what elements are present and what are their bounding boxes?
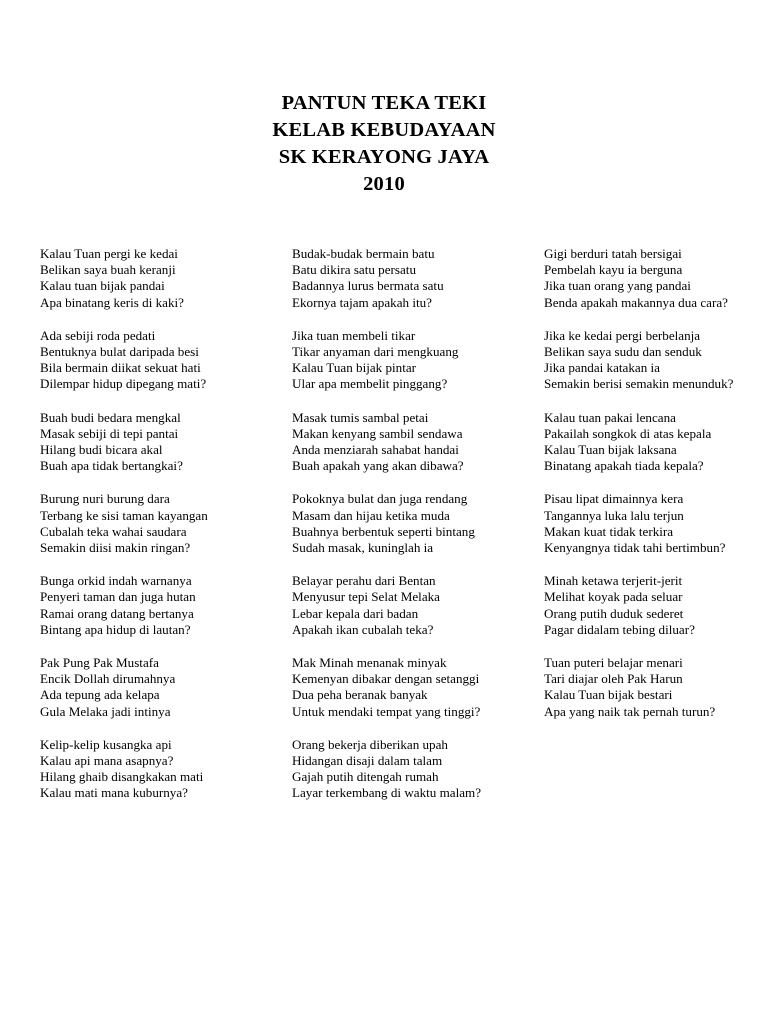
pantun-line: Bintang apa hidup di lautan?	[40, 621, 191, 637]
pantun-line: Tuan puteri belajar menari	[544, 655, 683, 671]
pantun-line: Apa binatang keris di kaki?	[40, 294, 184, 310]
pantun-stanza	[292, 328, 481, 393]
pantun-stanza	[544, 573, 733, 638]
title-line: SK KERAYONG JAYA	[278, 146, 490, 168]
pantun-line: Makan kuat tidak terkira	[544, 523, 674, 539]
pantun-column-3	[544, 246, 733, 737]
title-year: 2010	[363, 173, 405, 195]
pantun-line: Gajah putih ditengah rumah	[292, 769, 439, 785]
pantun-stanza	[40, 655, 208, 720]
pantun-line: Kalau tuan bijak pandai	[40, 278, 165, 294]
pantun-line: Jika tuan orang yang pandai	[544, 278, 691, 294]
pantun-line: Badannya lurus bermata satu	[292, 278, 444, 294]
pantun-line: Penyeri taman dan juga hutan	[40, 589, 196, 605]
pantun-line: Jika ke kedai pergi berbelanja	[544, 327, 701, 343]
document-title	[0, 90, 768, 198]
pantun-line: Masak tumis sambal petai	[292, 409, 429, 425]
pantun-line: Melihat koyak pada seluar	[544, 589, 683, 605]
pantun-line: Belayar perahu dari Bentan	[292, 573, 436, 589]
pantun-stanza	[292, 655, 481, 720]
pantun-line: Bentuknya bulat daripada besi	[40, 344, 199, 360]
pantun-line: Terbang ke sisi taman kayangan	[40, 507, 208, 523]
pantun-stanza	[292, 737, 481, 802]
pantun-line: Kemenyan dibakar dengan setanggi	[292, 671, 480, 687]
title-line: PANTUN TEKA TEKI	[281, 92, 487, 114]
pantun-column-1	[40, 246, 208, 819]
pantun-stanza	[292, 573, 481, 638]
pantun-line: Kelip-kelip kusangka api	[40, 736, 172, 752]
pantun-stanza	[544, 410, 733, 475]
pantun-line: Semakin berisi semakin menunduk?	[544, 376, 734, 392]
pantun-line: Kalau tuan pakai lencana	[544, 409, 676, 425]
pantun-line: Anda menziarah sahabat handai	[292, 442, 459, 458]
pantun-line: Bunga orkid indah warnanya	[40, 573, 192, 589]
pantun-line: Jika tuan membeli tikar	[292, 327, 416, 343]
pantun-line: Gigi berduri tatah bersigai	[544, 246, 682, 261]
pantun-line: Buah apakah yang akan dibawa?	[292, 458, 464, 474]
pantun-line: Layar terkembang di waktu malam?	[292, 785, 482, 801]
pantun-line: Menyusur tepi Selat Melaka	[292, 589, 440, 605]
pantun-line: Gula Melaka jadi intinya	[40, 703, 171, 719]
pantun-line: Hilang ghaib disangkakan mati	[40, 769, 204, 785]
pantun-line: Binatang apakah tiada kepala?	[544, 458, 704, 474]
pantun-line: Kalau api mana asapnya?	[40, 753, 174, 769]
pantun-stanza	[40, 573, 208, 638]
pantun-stanza	[544, 246, 733, 311]
pantun-line: Tangannya luka lalu terjun	[544, 507, 684, 523]
pantun-line: Dilempar hidup dipegang mati?	[40, 376, 207, 392]
pantun-line: Orang bekerja diberikan upah	[292, 736, 448, 752]
pantun-stanza	[40, 246, 208, 311]
pantun-line: Lebar kepala dari badan	[292, 605, 419, 621]
pantun-line: Pagar didalam tebing diluar?	[544, 621, 695, 637]
pantun-line: Budak-budak bermain batu	[292, 246, 435, 261]
pantun-line: Semakin diisi makin ringan?	[40, 540, 191, 556]
pantun-line: Kalau Tuan pergi ke kedai	[40, 246, 178, 261]
pantun-line: Tari diajar oleh Pak Harun	[544, 671, 683, 687]
pantun-line: Ular apa membelit pinggang?	[292, 376, 448, 392]
pantun-line: Kalau Tuan bijak pintar	[292, 360, 417, 376]
pantun-line: Orang putih duduk sederet	[544, 605, 684, 621]
pantun-line: Sudah masak, kuninglah ia	[292, 540, 434, 556]
pantun-line: Hilang budi bicara akal	[40, 442, 163, 458]
pantun-line: Ada tepung ada kelapa	[40, 687, 160, 703]
pantun-stanza	[544, 655, 733, 720]
pantun-line: Masak sebiji di tepi pantai	[40, 425, 179, 441]
pantun-stanza	[292, 491, 481, 556]
pantun-stanza	[292, 246, 481, 311]
pantun-column-2	[292, 246, 481, 819]
pantun-line: Belikan saya buah keranji	[40, 262, 176, 278]
pantun-line: Apakah ikan cubalah teka?	[292, 621, 434, 637]
pantun-line: Hidangan disaji dalam talam	[292, 753, 443, 769]
pantun-stanza	[544, 491, 733, 556]
pantun-line: Ekornya tajam apakah itu?	[292, 294, 432, 310]
pantun-line: Pokoknya bulat dan juga rendang	[292, 491, 468, 507]
pantun-stanza	[40, 491, 208, 556]
pantun-line: Ada sebiji roda pedati	[40, 327, 156, 343]
pantun-line: Pak Pung Pak Mustafa	[40, 655, 159, 671]
pantun-line: Burung nuri burung dara	[40, 491, 170, 507]
pantun-line: Kalau Tuan bijak bestari	[544, 687, 673, 703]
pantun-stanza	[292, 410, 481, 475]
pantun-stanza	[40, 410, 208, 475]
pantun-line: Pisau lipat dimainnya kera	[544, 491, 684, 507]
pantun-line: Tikar anyaman dari mengkuang	[292, 344, 459, 360]
pantun-line: Benda apakah makannya dua cara?	[544, 294, 728, 310]
title-line: KELAB KEBUDAYAAN	[272, 119, 496, 141]
pantun-line: Bila bermain diikat sekuat hati	[40, 360, 201, 376]
pantun-line: Buah budi bedara mengkal	[40, 409, 181, 425]
pantun-line: Masam dan hijau ketika muda	[292, 507, 450, 523]
pantun-stanza	[40, 737, 208, 802]
pantun-line: Minah ketawa terjerit-jerit	[544, 573, 683, 589]
pantun-line: Untuk mendaki tempat yang tinggi?	[292, 703, 481, 719]
pantun-line: Encik Dollah dirumahnya	[40, 671, 176, 687]
pantun-line: Belikan saya sudu dan senduk	[544, 344, 702, 360]
pantun-line: Ramai orang datang bertanya	[40, 605, 194, 621]
pantun-line: Kalau Tuan bijak laksana	[544, 442, 677, 458]
pantun-line: Kalau mati mana kuburnya?	[40, 785, 188, 801]
pantun-line: Pembelah kayu ia berguna	[544, 262, 683, 278]
pantun-stanza	[40, 328, 208, 393]
pantun-line: Pakailah songkok di atas kepala	[544, 425, 712, 441]
pantun-line: Batu dikira satu persatu	[292, 262, 416, 278]
pantun-line: Dua peha beranak banyak	[292, 687, 428, 703]
pantun-line: Buahnya berbentuk seperti bintang	[292, 523, 475, 539]
pantun-line: Jika pandai katakan ia	[544, 360, 660, 376]
pantun-line: Cubalah teka wahai saudara	[40, 523, 187, 539]
pantun-line: Makan kenyang sambil sendawa	[292, 425, 463, 441]
pantun-line: Mak Minah menanak minyak	[292, 655, 447, 671]
pantun-line: Buah apa tidak bertangkai?	[40, 458, 183, 474]
pantun-line: Kenyangnya tidak tahi bertimbun?	[544, 540, 726, 556]
pantun-line: Apa yang naik tak pernah turun?	[544, 703, 716, 719]
pantun-stanza	[544, 328, 733, 393]
